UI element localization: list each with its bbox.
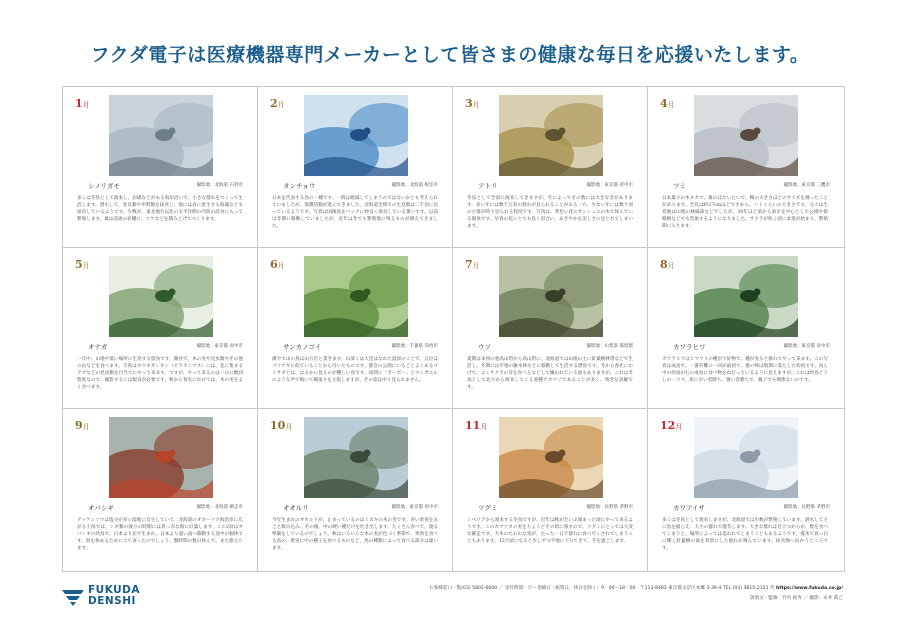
calendar-grid [62,86,845,572]
logo-line1: FUKUDA [88,584,141,596]
bird-photo [499,256,603,337]
month-unit: 月 [472,262,480,270]
month-cell [63,248,258,409]
month-unit: 月 [675,423,683,431]
month-cell [258,248,453,409]
bird-photo [109,256,213,337]
photo-credit: 撮影地：北海道 網走市 [196,505,243,510]
month-number: 10 [270,419,286,432]
month-number: 8 [660,258,668,271]
bird-description: 今年生まれのオオルリが、止まっているのはミズキの木の実です。赤い果実を丸ごと飲み込み、その後、中の硬い種だけを吐き出します。たくさん食べて、渡る準備をしているのでしょう。秋はいろいろな木の実が色づく季節で、果肉を食べる鳥の、果実に中の種子を食べるものなど、鳥の種類によって食べる部分は違います。 [272,518,438,551]
logo-line2: DENSHI [88,595,136,607]
bird-name: オオルリ [283,504,309,512]
month-cell [648,87,844,248]
bird-description: アッケシソウは塩分が多い湿地に自生していて、北海道のオホーツク海沿岸に広がる干潟では、シギ類の渡りの時期には真っ赤な海に紅葉します。この2羽はオバシギの幼鳥で、日本より北で生まれ、日本より遠い南へ移動する途中の個体です。羽を休めるために立ち寄ったのでしょう。数時間の数日休んで、また旅立ちます。 [77,518,243,551]
bird-name: オバシギ [88,504,114,512]
month-label [270,419,292,432]
bird-photo [304,417,408,498]
headline: フクダ電子は医療機器専門メーカーとして皆さまの健康な毎日を応援いたします。 [90,44,810,66]
month-number: 2 [270,97,278,110]
month-label [465,419,487,432]
month-number: 6 [270,258,278,271]
month-label [270,97,285,110]
bird-name: ウソ [478,343,491,351]
month-unit: 月 [82,262,90,270]
bird-name: サンカノゴイ [283,343,322,351]
bird-name: シノリガモ [88,182,120,190]
bird-photo [694,95,798,176]
photo-credit: 撮影地：千葉県 印西市 [391,344,438,349]
photo-credit: 撮影地：山梨県 都留郡 [586,344,633,349]
month-number: 12 [660,419,676,432]
month-number: 9 [75,419,83,432]
bird-description: 夏期は本州の亜高山帯から高山帯に、北海道では山地の主に針葉樹林帯などで生活し、冬期には平地の雑木林などに移動して生活する漂鳥です。冬から春先にかけて、よくサクラの芽を食べるなどして嫌われている面もありますが、これは冬鳥として北方から渡来してくる亜種アカウソであることが多く、残念な誤解です。 [467,357,633,390]
month-label [75,258,90,271]
month-number: 7 [465,258,473,271]
month-label [270,258,285,271]
month-unit: 月 [285,423,293,431]
month-unit: 月 [667,101,675,109]
month-cell [648,248,844,409]
fukuda-logo [62,584,172,610]
month-unit: 月 [472,101,480,109]
bird-name: カワラヒワ [673,343,706,351]
bird-name: タンチョウ [283,182,316,190]
bird-description: 日本を代表する鳥の一種です。一時は絶滅してしまうのではないかとも考えられていましたが、保護活動が進んできました。北海道全域での生息数は二千羽に迫っているようです。写真は国後島をバックに仲良く採食している番いです。以前は冬期に移動していましたが、近年は冬でも繁殖地に残るものが増えてきました。 [272,196,438,229]
month-cell [453,248,648,409]
website-link[interactable]: https://www.fukuda.co.jp/ [776,586,843,591]
bird-name: ツグミ [478,504,498,512]
month-unit: 月 [480,423,488,431]
photo-credit: 撮影地：北海道 根室市 [391,183,438,188]
photo-credit: 撮影地：長野県 茅野市 [586,505,633,510]
bird-description: 漢字で山の鳥は山五位と書きます。山深くは人里はなれた湿原のことで、五位はゴイサギに似ていることから付いたものです。都会の公園にいるごとよくあるゴイサギとは、はるかに見るのが難しい鳥です。夜間に「ボーボー」とウシガエルのような声で鳴いて縄張りを主張しますが、その姿は中々見られません。 [272,357,438,383]
bird-photo [499,95,603,176]
bird-photo [499,417,603,498]
bird-photo [109,417,213,498]
month-label [660,97,675,110]
bird-name: ツミ [673,182,686,190]
bird-description: 多くは冬鳥として渡来しますが、北海道では少数が繁殖しています。潜水して主に魚を捕らえ、大小の群れで越冬します。大きな群れは目立つからか、数を食べてしまうと、場所によっては追われてしまうこともあるようです。霧氷で真っ白に輝く針葉樹の森を背景にした群れが飛んでいます。採食地へ向かうところです。 [662,518,828,551]
month-cell [648,409,844,571]
contact-info: お客様窓口一覧(03) 5802-6600 ／ 受付時間：月〜金曜日（祝祭日、休日を除く）9：00〜18：00 〒113-8483 東京都文京区本郷 3-39-4 TEL (03) 3815-2121 代 [429,586,775,591]
bird-description: 多くは冬鳥として渡来し、岩礁などがある海岸沿いで、小さな群れをつくって生活します。潜水して、巻貝類や甲殻類を採食し、他には岩に着生する海藻なども採食しているようです。少数が、東北地方以北の太平洋側の内陸の渓谷に入って繁殖します。巣は渓流の岩棚に、コケなどを積み上げてつくります。 [77,196,243,222]
month-number: 3 [465,97,473,110]
photo-credit: 撮影地：東京都 府中市 [586,183,633,188]
month-cell [453,409,648,571]
month-unit: 月 [82,423,90,431]
contact-line [396,585,843,591]
bird-description: シベリアから渡来する冬鳥ですが、近年は秋がだいぶ深まった頃にやって来るようです。このカマツカの実をちょうどその頃に熟すので、ツグミにとっては大変な御走です。大木のたわわな実が、たった一日で群れに食べ尽くされてしまうこともあります。12月頃になると少しずつ平地に下りてきて、冬を過ごします。 [467,518,633,544]
month-number: 5 [75,258,83,271]
logo-text [88,585,140,607]
month-unit: 月 [277,262,285,270]
month-unit: 月 [82,101,90,109]
bird-description: 日本最小の木タカで、雄のはだいたいで、鴨の大きさほどのサイズを測ったことがあります。全長は約27cmほどですから、ハトぐらいの大きさです。元々は生息地は山地の林縁部などでしたが、30年ほど前から東京を中心とした公園や街路樹などでも営巣するようになりました。サクラが咲く頃に求愛が始まり、繁殖期に入ります。 [662,196,828,229]
bird-name: オナガ [88,343,108,351]
photo-credit: 撮影地：東京都 三鷹市 [783,183,830,188]
month-cell [63,87,258,248]
month-label [75,97,90,110]
month-label [660,419,682,432]
photo-credit: 撮影地：東京都 府中市 [783,344,830,349]
month-cell [453,87,648,248]
month-label [465,258,480,271]
month-cell [63,409,258,571]
bird-photo [694,256,798,337]
month-unit: 月 [667,262,675,270]
bird-description: 一年中、山地や低い場所に生息する留鳥です。雑食で、木の実や昆虫類やその他の虫などを食べます。写真はホウキギンギン（ビラカンサス）には、花に集まるアブなどの昆虫類を目当てにやって来ます。ですが、やって来るのは一日に数回程度なので、撮影するには根気が必要です。秋から春先にかけては、木の実をよく食べます。 [77,357,243,390]
photo-credit: 撮影地：長野県 茅野市 [783,505,830,510]
bird-description: 冬鳥として全国に渡来してきますが、年によってその数には大きな差があります。多い年には数千万羽の群れが見られることがある一方、少ない年には数十羽の小群が時々見られる程度です。写真は、黄色い花のサンシュユの木で休んでいる個体です。早春の花にとても良く似合い、あざやかな美しさに見とれてしまいます。 [467,196,633,229]
month-number: 4 [660,97,668,110]
fukuda-logo-mark-icon [62,586,84,608]
month-label [75,419,90,432]
bird-photo [694,417,798,498]
bird-photo [109,95,213,176]
month-label [660,258,675,271]
bird-photo [304,256,408,337]
bird-description: カワラヒワはヒマワリの種が大好物で、種が実ると群れでやって来ます。この写真は成鳥で、一番有難の一回が最初で、番の卵は殖期に落たした幼鳥です。真ん中の幼鳥が右の成鳥に食べ物をねだっているように見えますが、これは幼鳥どうしの一コマ。窓に早い者勝ち、強い者勝ちで、親子でも関係ないのです。 [662,357,828,383]
month-label [465,97,480,110]
bird-name: カワアイサ [673,504,705,512]
bird-photo [304,95,408,176]
month-cell [258,409,453,571]
photo-credit: 撮影地：東京都 府中市 [196,344,243,349]
month-number: 1 [75,97,83,110]
month-number: 11 [465,419,481,432]
month-unit: 月 [277,101,285,109]
month-cell [258,87,453,248]
photo-credit: 撮影地：東京都 府中市 [391,505,438,510]
photo-credit: 撮影地：北海道 石狩市 [196,183,243,188]
bird-name: アトリ [478,182,498,190]
supervisor-credit: 説明文・監修：竹内 裕寿 ／ 撮影：永井 眞己 [749,596,843,601]
